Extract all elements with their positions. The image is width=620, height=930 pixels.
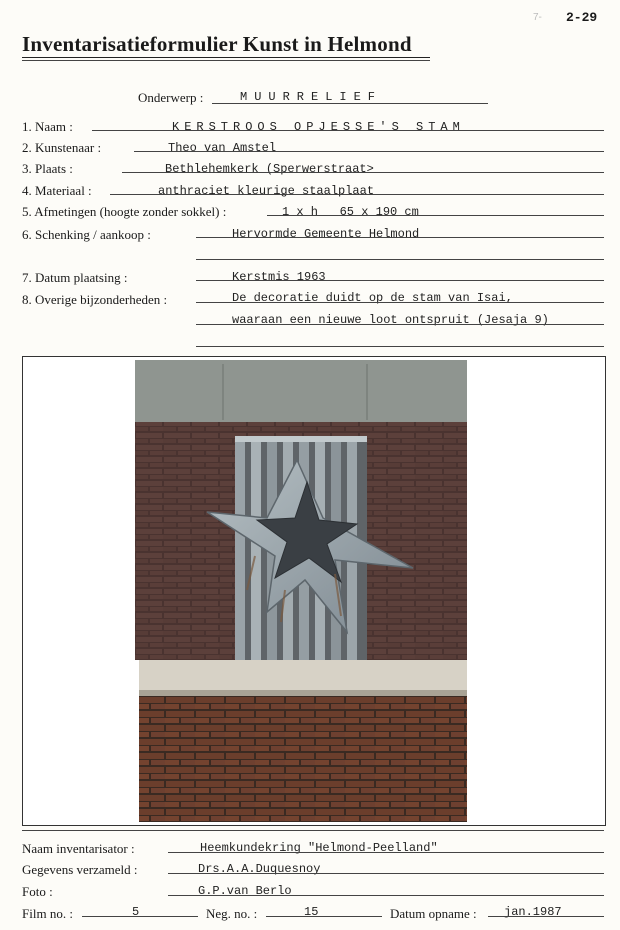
- artwork-photo: [135, 360, 467, 822]
- inventarisator-label: Naam inventarisator :: [22, 841, 135, 856]
- title-underline-2: [22, 60, 430, 61]
- film-label: Film no. :: [22, 906, 73, 921]
- field-bijzonderheden-line-3: [196, 346, 604, 347]
- field-afmetingen-line: [267, 215, 604, 216]
- field-datum-plaatsing-line: [196, 280, 604, 281]
- field-afmetingen-label: 5. Afmetingen (hoogte zonder sokkel) :: [22, 204, 227, 219]
- field-kunstenaar-label: 2. Kunstenaar :: [22, 140, 102, 155]
- gegevens-label: Gegevens verzameld :: [22, 862, 138, 877]
- field-schenking-line-2: [196, 259, 604, 260]
- onderwerp-label: Onderwerp :: [138, 90, 204, 105]
- field-schenking-value: Hervormde Gemeente Helmond: [232, 227, 420, 241]
- inventarisator-line: [168, 852, 604, 853]
- field-bijzonderheden-line-2: [196, 324, 604, 325]
- datum-opname-value: jan.1987: [504, 905, 562, 919]
- field-materiaal-line: [110, 194, 604, 195]
- corner-faint-mark: 7-: [533, 12, 542, 23]
- form-title: Inventarisatieformulier Kunst in Helmond: [22, 32, 412, 56]
- foto-value: G.P.van Berlo: [198, 884, 292, 898]
- field-afmetingen-value: 1 x h 65 x 190 cm: [282, 205, 419, 219]
- datum-opname-label: Datum opname :: [390, 906, 477, 921]
- field-schenking-line: [196, 237, 604, 238]
- foto-label: Foto :: [22, 884, 53, 899]
- datum-opname-line: [488, 916, 604, 917]
- gegevens-line: [168, 873, 604, 874]
- field-bijzonderheden-value-2: waaraan een nieuwe loot ontspruit (Jesaja 9): [232, 313, 549, 327]
- film-line: [82, 916, 198, 917]
- field-naam-label: 1. Naam :: [22, 119, 73, 134]
- field-plaats-label: 3. Plaats :: [22, 161, 73, 176]
- field-schenking-label: 6. Schenking / aankoop :: [22, 227, 151, 242]
- onderwerp-line: [212, 103, 488, 104]
- film-value: 5: [132, 905, 140, 919]
- foto-line: [168, 895, 604, 896]
- title-underline-1: [22, 57, 430, 58]
- field-datum-plaatsing-value: Kerstmis 1963: [232, 270, 326, 284]
- inventarisator-value: Heemkundekring "Helmond-Peelland": [200, 841, 438, 855]
- field-naam-value: KERSTROOS OPJESSE'S STAM: [172, 120, 465, 134]
- field-bijzonderheden-line: [196, 302, 604, 303]
- field-materiaal-value: anthraciet kleurige staalplaat: [158, 184, 375, 198]
- field-bijzonderheden-label: 8. Overige bijzonderheden :: [22, 292, 168, 307]
- field-materiaal-label: 4. Materiaal :: [22, 183, 92, 198]
- field-naam-line: [92, 130, 604, 131]
- concrete-band: [135, 360, 467, 422]
- field-datum-plaatsing-label: 7. Datum plaatsing :: [22, 270, 128, 285]
- gegevens-value: Drs.A.A.Duquesnoy: [198, 862, 321, 876]
- neg-label: Neg. no. :: [206, 906, 258, 921]
- field-kunstenaar-value: Theo van Amstel: [168, 141, 277, 155]
- lower-brick-wall: [139, 696, 467, 822]
- corner-code: 2-29: [566, 10, 598, 25]
- footer-separator: [22, 830, 604, 831]
- neg-value: 15: [304, 905, 319, 919]
- onderwerp-value: MUURRELIEF: [240, 90, 383, 104]
- field-kunstenaar-line: [134, 151, 604, 152]
- field-bijzonderheden-value: De decoratie duidt op de stam van Isai,: [232, 291, 513, 305]
- field-plaats-value: Bethlehemkerk (Sperwerstraat>: [165, 162, 374, 176]
- field-plaats-line: [122, 172, 604, 173]
- neg-line: [266, 916, 382, 917]
